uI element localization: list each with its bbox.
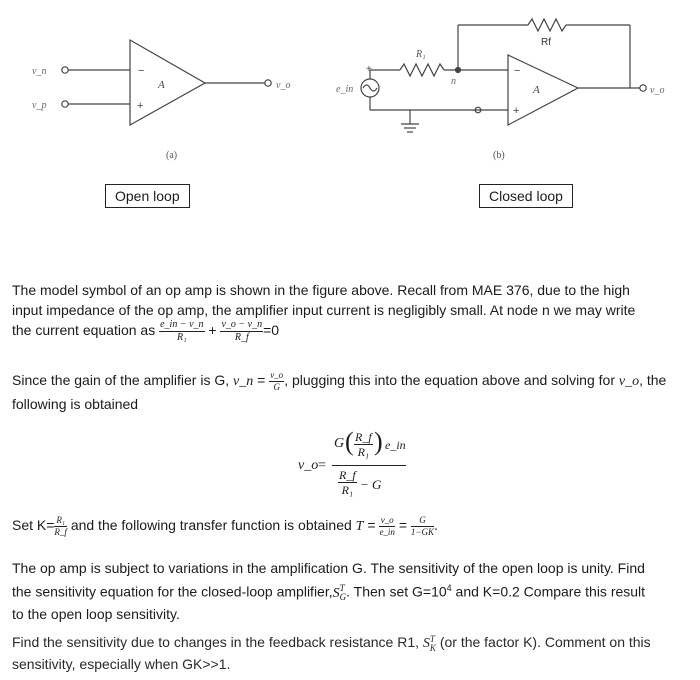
current-eq-rhs: =0: [263, 322, 280, 339]
main-eq-bar: [332, 465, 406, 466]
open-loop-label: Open loop: [105, 184, 190, 208]
paragraph-transfer: [12, 515, 692, 537]
gain-eq: =: [257, 372, 266, 388]
sens-k-line-2: sensitivity, especially when GK>>1.: [12, 656, 231, 672]
main-eq-den-frac: [338, 469, 357, 496]
main-eq-rf-r1: [354, 431, 373, 458]
node-n-dot: [456, 68, 461, 73]
label-plus-a: +: [137, 100, 144, 112]
current-eq-term-2: [220, 320, 263, 343]
gain-frac-num: v_o: [270, 369, 284, 380]
transfer-g-frac: [411, 516, 434, 537]
sens-g-line-2: [12, 578, 692, 604]
main-eq-r1: R₁: [357, 445, 370, 459]
main-eq-g: G: [334, 436, 345, 451]
label-plus-b: +: [513, 105, 520, 117]
current-eq-den-1: R₁: [177, 332, 187, 343]
transfer-mid: and the following transfer function is obtained: [70, 517, 352, 533]
main-eq-ein: e_in: [385, 438, 406, 452]
sens-g-line-3: to the open loop sensitivity.: [12, 605, 180, 622]
gain-mid: plugging this into the equation above and solving for: [291, 372, 615, 388]
paragraph-intro: [12, 280, 692, 343]
resistor-rf: [528, 19, 566, 31]
terminal-out-a: [265, 80, 271, 86]
label-vo-b: v_o: [650, 85, 665, 96]
transfer-vo-ein: [379, 516, 395, 537]
k-frac: [54, 516, 67, 537]
s-t-g-sup: T: [339, 583, 345, 594]
caption-b: (b): [493, 150, 505, 161]
figure-a-diagram: [0, 0, 350, 175]
label-r1-b: R₁: [416, 49, 426, 60]
main-eq-rparen: ): [374, 427, 383, 456]
s-t-g-sub: G: [339, 592, 347, 603]
resistor-r1: [400, 64, 444, 76]
figure-b-diagram: [336, 0, 700, 175]
terminal-vn-a: [62, 67, 68, 73]
current-eq-num-1: e_in − v_n: [160, 319, 204, 330]
gain-frac: [269, 371, 284, 392]
intro-line-2: input impedance of the op amp, the amplifier input current is negligibly small. At node n we may write: [12, 302, 636, 318]
intro-line-3-prefix: the current equation as: [12, 322, 156, 339]
sens-g-line-1: The op amp is subject to variations in the amplification G. The sensitivity of the open loop is unity. Find: [12, 560, 645, 576]
current-eq-den-2: R_f: [234, 332, 249, 343]
main-eq-numerator: [332, 427, 404, 463]
label-vp-a: v_p: [32, 100, 47, 111]
label-node-n-b: n: [451, 76, 456, 87]
label-gain-a: A: [158, 79, 165, 91]
op-amp-a: [62, 40, 271, 125]
main-eq-minus-g: − G: [360, 477, 382, 492]
transfer-num: v_o: [380, 514, 394, 525]
current-eq-plus: +: [208, 322, 217, 339]
caption-a: (a): [166, 150, 178, 161]
s-t-k-sup: T: [429, 633, 435, 644]
main-eq-den-rf: R_f: [339, 468, 356, 482]
transfer-den: e_in: [379, 526, 395, 537]
main-eq-equals: =: [318, 458, 326, 473]
sens-g-line-2b: . Then set G=10: [346, 583, 447, 600]
main-eq-denominator: [338, 469, 408, 503]
closed-loop-label: Closed loop: [479, 184, 573, 208]
main-eq-rf: R_f: [355, 430, 372, 444]
transfer-set: Set K=: [12, 517, 55, 533]
transfer-g-den: 1−GK: [410, 526, 434, 537]
terminal-out-b: [640, 85, 646, 91]
gain-end: , the: [639, 372, 667, 388]
gain-frac-den: G: [273, 381, 280, 392]
transfer-T: T: [355, 519, 364, 534]
source-sine: [363, 85, 377, 91]
sens-g-line-2c: and K=0.2 Compare this result: [451, 583, 646, 600]
gain-prefix: Since the gain of the amplifier is G,: [12, 372, 230, 388]
label-minus-a: −: [138, 65, 145, 77]
gain-vo: v_o: [618, 374, 640, 389]
s-t-g-symbol: [332, 583, 347, 603]
circuit-b: [361, 19, 646, 132]
current-eq-term-1: [159, 320, 204, 343]
main-eq-den-r1: R₁: [341, 483, 354, 497]
paragraph-sensitivity-g: [12, 558, 692, 624]
sens-k-line-1: [12, 632, 692, 654]
label-vn-a: v_n: [32, 66, 47, 77]
op-amp-a-triangle: [130, 40, 205, 125]
label-rf-b: Rf: [541, 37, 551, 48]
k-den: R_f: [54, 526, 67, 537]
current-eq-num-2: v_o − v_n: [221, 319, 263, 330]
gain-vn: v_n: [233, 374, 254, 389]
main-eq-lhs: v_o: [298, 458, 319, 473]
main-equation: [298, 427, 438, 505]
label-minus-b: −: [514, 65, 521, 77]
transfer-g-num: G: [411, 516, 434, 527]
s-t-k-base: S: [422, 636, 430, 651]
s-t-g-base: S: [332, 585, 340, 601]
paragraph-sensitivity-k: [12, 632, 692, 674]
label-source-plus-b: +: [366, 64, 372, 75]
intro-line-3: [12, 320, 692, 343]
intro-line-1: The model symbol of an op amp is shown in the figure above. Recall from MAE 376, due to the high: [12, 282, 630, 298]
label-ein-b: e_in: [336, 84, 354, 95]
k-num: R₁: [56, 514, 65, 525]
s-t-k-sub: K: [429, 642, 436, 653]
gain-line-1: [12, 370, 692, 392]
sens-g-exp: 4: [446, 583, 452, 593]
transfer-eq-1: =: [367, 517, 376, 533]
gain-line-2: following is obtained: [12, 396, 139, 412]
label-gain-b: A: [533, 84, 540, 96]
transfer-dot: .: [433, 517, 438, 533]
gain-comma: ,: [284, 372, 289, 388]
paragraph-gain: [12, 370, 692, 414]
sens-k-line-1b: (or the factor K). Comment on this: [439, 634, 651, 650]
terminal-vp-a: [62, 101, 68, 107]
main-eq-lparen: (: [345, 427, 354, 456]
label-vo-a: v_o: [276, 80, 291, 91]
transfer-eq-2: =: [398, 517, 408, 533]
s-t-k-symbol: [422, 633, 436, 653]
sens-k-line-1a: Find the sensitivity due to changes in the feedback resistance R1,: [12, 634, 420, 650]
sens-g-line-2a: the sensitivity equation for the closed-loop amplifier,: [12, 583, 333, 600]
